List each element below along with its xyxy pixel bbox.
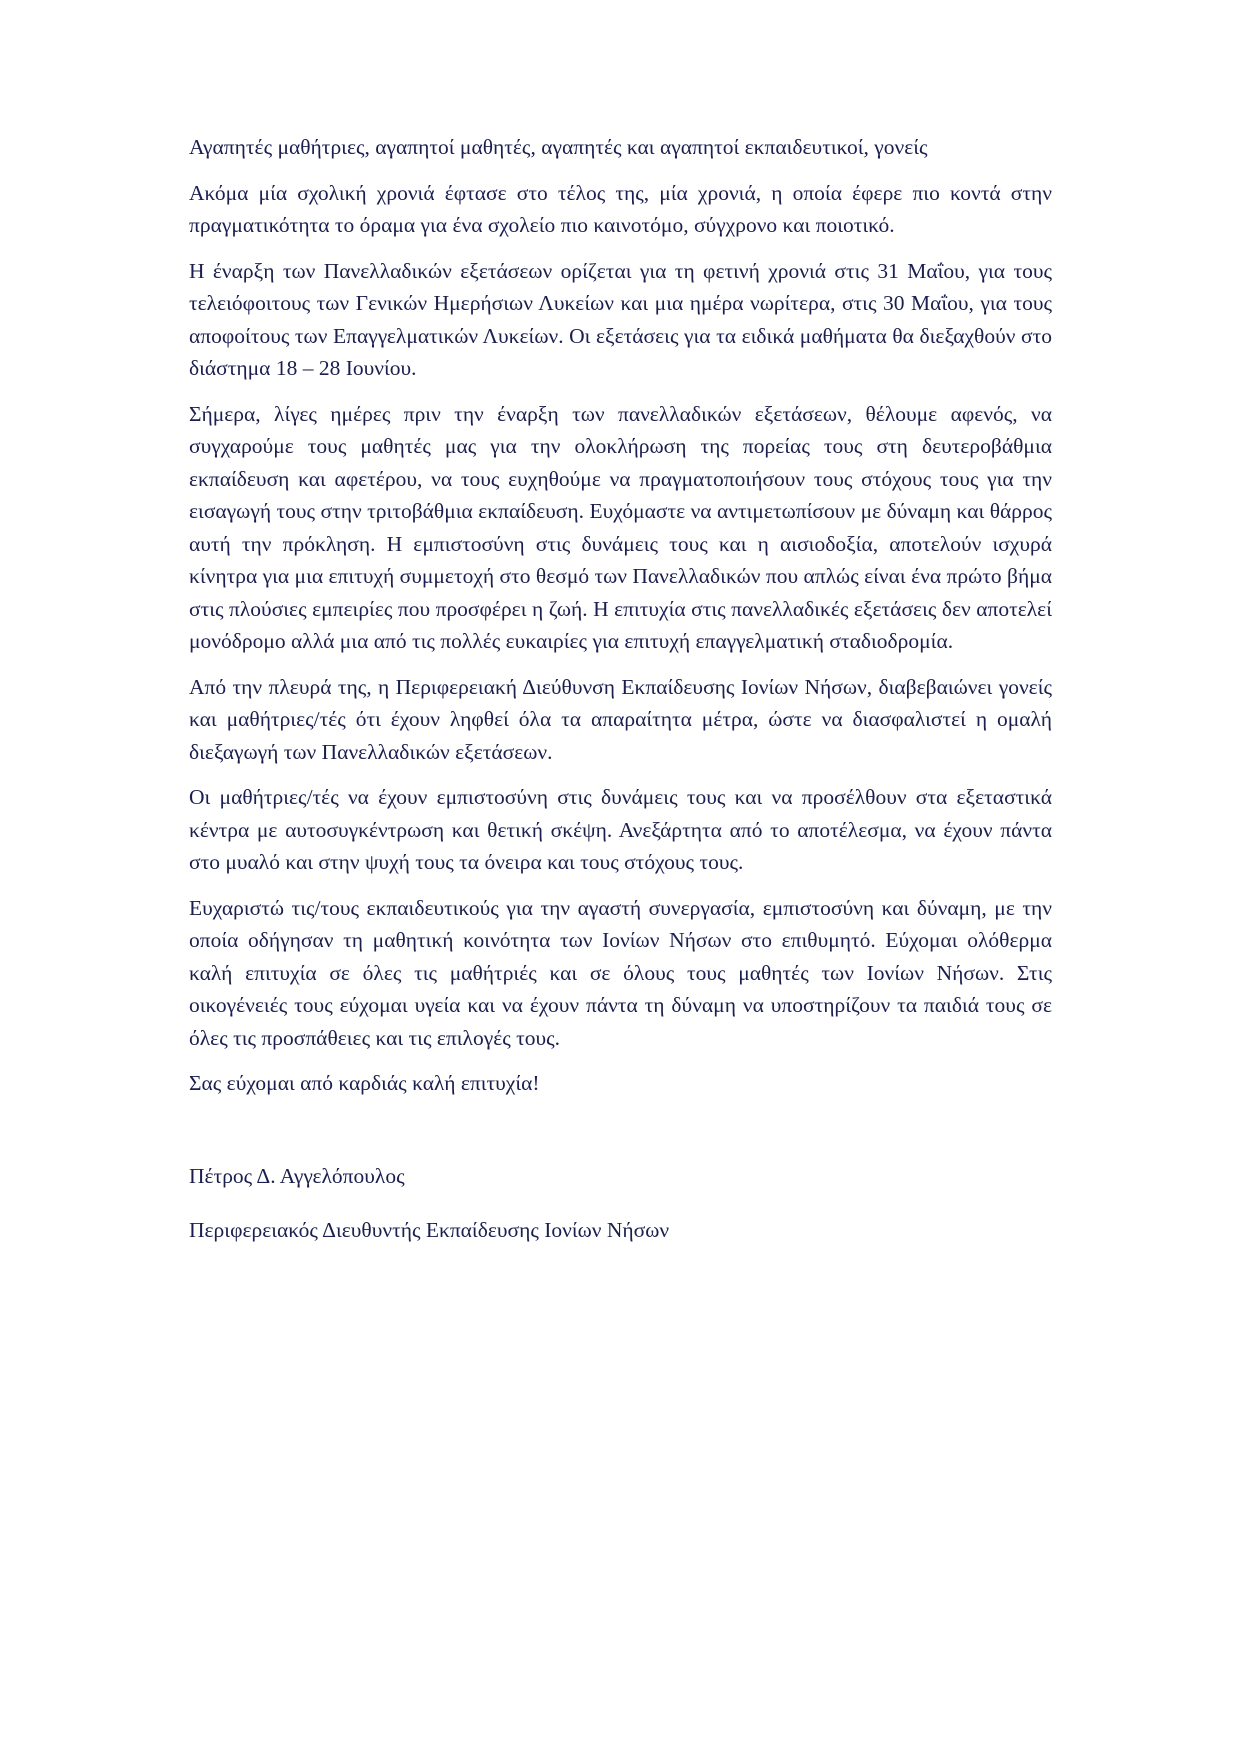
paragraph-thanks: Ευχαριστώ τις/τους εκπαιδευτικούς για την αγαστή συνεργασία, εμπιστοσύνη και δύναμη, με την οποία οδήγησαν τη μαθητική κοινότητα των Ιονίων Νήσων στο επιθυμητό. Εύχομαι ολόθερμα καλή επιτυχία σε όλες τις μαθήτριές και σε όλους τους μαθητές των Ιονίων Νήσων. Στις οικογένειές τους εύχομαι υγεία και να έχουν πάντα τη δύναμη να υποστηρίζουν τα παιδιά τους σε όλες τις προσπάθειες και τις επιλογές τους. — [189, 895, 1052, 1050]
paragraph-students: Οι μαθήτριες/τές να έχουν εμπιστοσύνη στις δυνάμεις τους και να προσέλθουν στα εξεταστικά κέντρα με αυτοσυγκέντρωση και θετική σκέψη. Ανεξάρτητα από το αποτέλεσμα, να έχουν πάντα στο μυαλό και στην ψυχή τους τα όνειρα και τους στόχους τους. — [189, 785, 1052, 874]
signature-name: Πέτρος Δ. Αγγελόπουλος — [189, 1163, 405, 1188]
paragraph-directorate: Από την πλευρά της, η Περιφερειακή Διεύθυνση Εκπαίδευσης Ιονίων Νήσων, διαβεβαιώνει γονείς και μαθήτριες/τές ότι έχουν ληφθεί όλα τα απαραίτητα μέτρα, ώστε να διασφαλιστεί η ομαλή διεξαγωγή των Πανελλαδικών εξετάσεων. — [189, 674, 1052, 764]
signature-block — [189, 1160, 1052, 1247]
letter-body — [189, 131, 1052, 1269]
paragraph-closing: Σας εύχομαι από καρδιάς καλή επιτυχία! — [189, 1071, 540, 1095]
signature-title: Περιφερειακός Διευθυντής Εκπαίδευσης Ιονίων Νήσων — [189, 1218, 670, 1242]
paragraph-wishes: Σήμερα, λίγες ημέρες πριν την έναρξη των πανελλαδικών εξετάσεων, θέλουμε αφενός, να συγχαρούμε τους μαθητές μας για την ολοκλήρωση της πορείας τους στη δευτεροβάθμια εκπαίδευση και αφετέρου, να τους ευχηθούμε να πραγματοποιήσουν τους στόχους τους για την εισαγωγή τους στην τριτοβάθμια εκπαίδευση. Ευχόμαστε να αντιμετωπίσουν με δύναμη και θάρρος αυτή την πρόκληση. Η εμπιστοσύνη στις δυνάμεις τους και η αισιοδοξία, αποτελούν ισχυρά κίνητρα για μια επιτυχή συμμετοχή στο θεσμό των Πανελλαδικών που απλώς είναι ένα πρώτο βήμα στις πλούσιες εμπειρίες που προσφέρει η ζωή. Η επιτυχία στις πανελλαδικές εξετάσεις δεν αποτελεί μονόδρομο αλλά μια από τις πολλές ευκαιρίες για επιτυχή επαγγελματική σταδιοδρομία. — [189, 401, 1052, 653]
paragraph-exam-dates: Η έναρξη των Πανελλαδικών εξετάσεων ορίζεται για τη φετινή χρονιά στις 31 Μαΐου, για τους τελειόφοιτους των Γενικών Ημερήσιων Λυκείων και μια ημέρα νωρίτερα, στις 30 Μαΐου, για τους αποφοίτους των Επαγγελματικών Λυκείων. Οι εξετάσεις για τα ειδικά μαθήματα θα διεξαχθούν στο διάστημα 18 – 28 Ιουνίου. — [189, 258, 1052, 380]
salutation: Αγαπητές μαθήτριες, αγαπητοί μαθητές, αγαπητές και αγαπητοί εκπαιδευτικοί, γονείς — [189, 135, 928, 159]
paragraph-intro: Ακόμα μία σχολική χρονιά έφτασε στο τέλος της, μία χρονιά, η οποία έφερε πιο κοντά στην πραγματικότητα το όραμα για ένα σχολείο πιο καινοτόμο, σύγχρονο και ποιοτικό. — [189, 180, 1052, 237]
